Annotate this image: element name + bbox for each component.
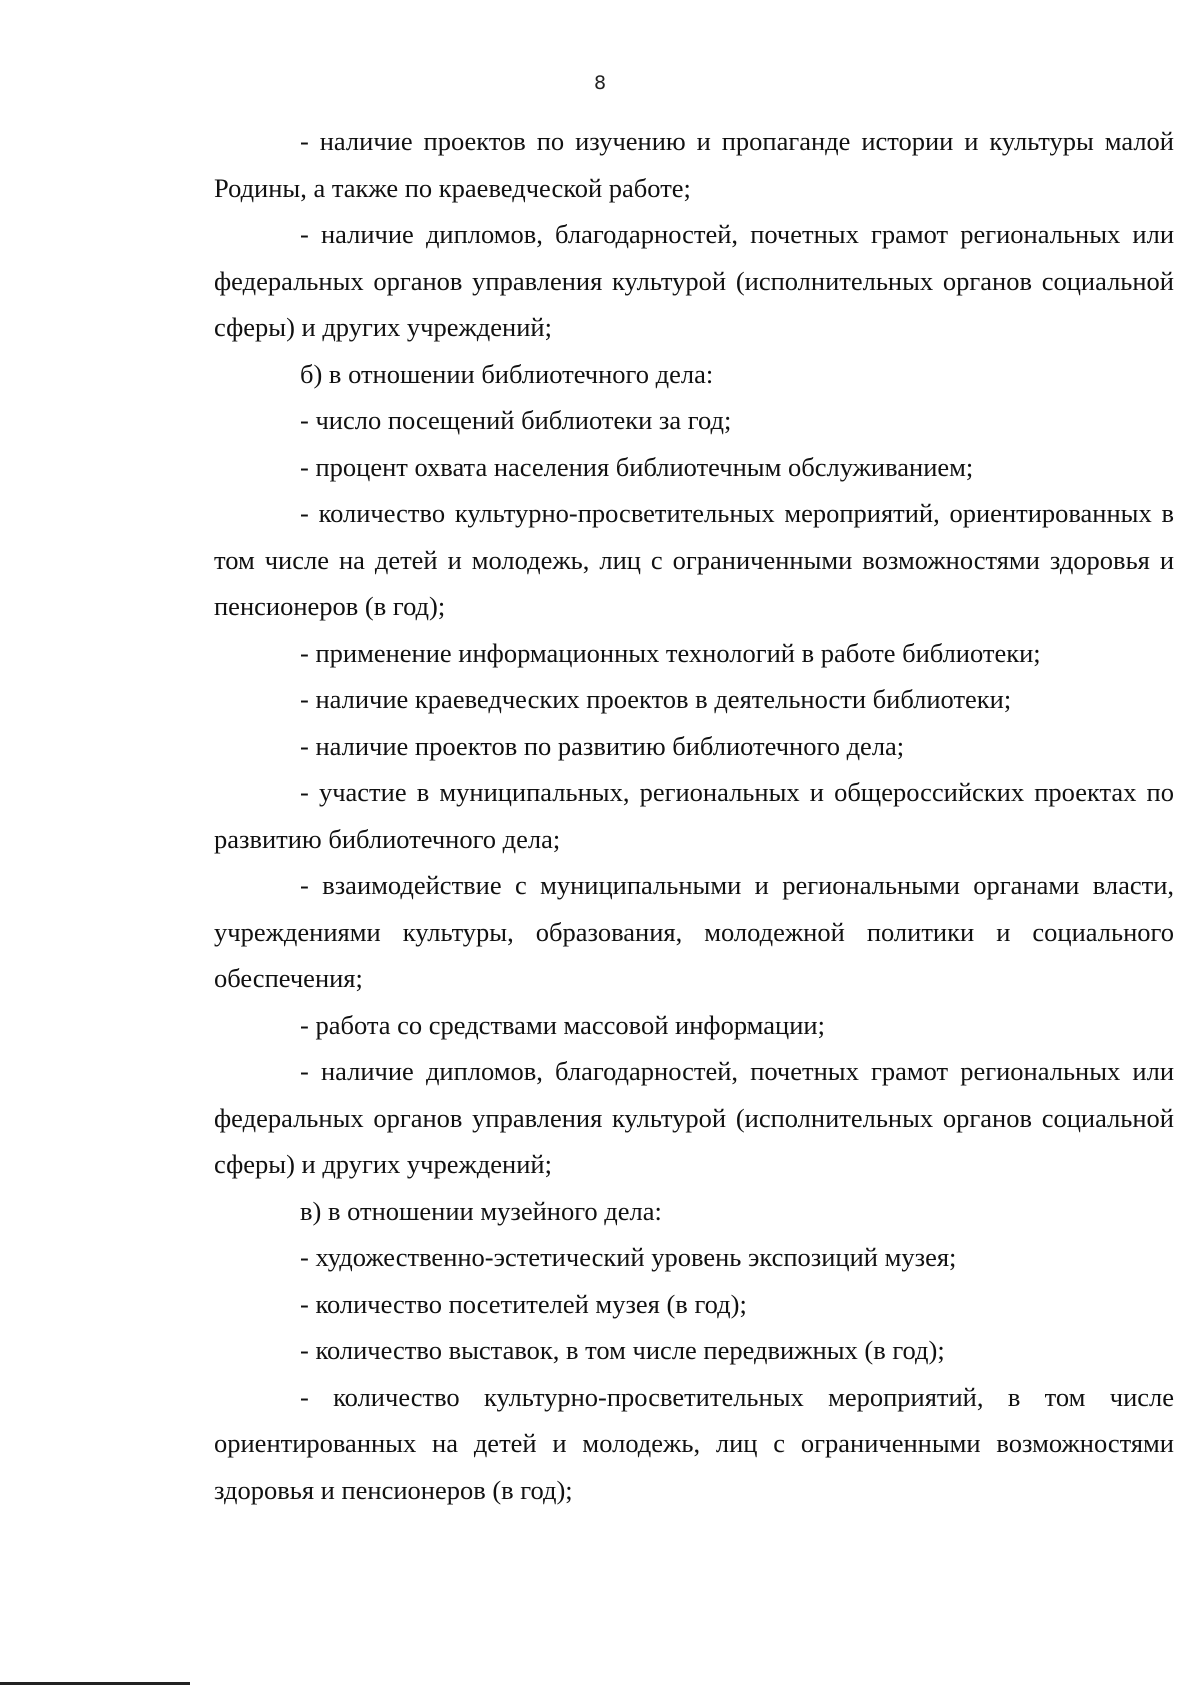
- paragraph: - наличие краеведческих проектов в деятельности библиотеки;: [300, 684, 1012, 714]
- section-heading: б) в отношении библиотечного дела:: [300, 358, 714, 389]
- paragraph: - наличие дипломов, благодарностей, почетных грамот региональных или федеральных органов управления культурой (исполнительных органов социальной сферы) и других учреждений;: [214, 1056, 1174, 1179]
- paragraph: - работа со средствами массовой информации;: [300, 1009, 825, 1040]
- scan-edge-line: [0, 1682, 190, 1685]
- section-heading: в) в отношении музейного дела:: [300, 1195, 662, 1226]
- paragraph: - процент охвата населения библиотечным обслуживанием;: [300, 451, 974, 482]
- paragraph: - количество культурно-просветительных мероприятий, в том числе ориентированных на детей и молодежь, лиц с ограниченными возможностями здоровья и пенсионеров (в год);: [214, 1381, 1174, 1505]
- paragraph: - наличие дипломов, благодарностей, почетных грамот региональных или федеральных органов управления культурой (исполнительных органов социальной сферы) и других учреждений;: [214, 219, 1174, 342]
- paragraph: - количество культурно-просветительных мероприятий, ориентированных в том числе на детей и молодежь, лиц с ограниченными возможностями здоровья и пенсионеров (в год);: [214, 498, 1174, 621]
- paragraph: - участие в муниципальных, региональных и общероссийских проектах по развитию библиотечного дела;: [214, 777, 1174, 854]
- document-body: [214, 118, 1174, 1513]
- paragraph: - число посещений библиотеки за год;: [300, 405, 732, 435]
- paragraph: - количество посетителей музея (в год);: [300, 1288, 747, 1319]
- paragraph: - художественно-эстетический уровень экспозиций музея;: [300, 1242, 957, 1272]
- paragraph: - наличие проектов по развитию библиотечного дела;: [300, 730, 905, 761]
- paragraph: - количество выставок, в том числе передвижных (в год);: [300, 1335, 945, 1365]
- page-number: 8: [593, 72, 607, 94]
- paragraph: - применение информационных технологий в работе библиотеки;: [300, 637, 1041, 668]
- paragraph: - наличие проектов по изучению и пропаганде истории и культуры малой Родины, а также по краеведческой работе;: [214, 126, 1174, 203]
- paragraph: - взаимодействие с муниципальными и региональными органами власти, учреждениями культуры, образования, молодежной политики и социального обеспечения;: [214, 870, 1174, 993]
